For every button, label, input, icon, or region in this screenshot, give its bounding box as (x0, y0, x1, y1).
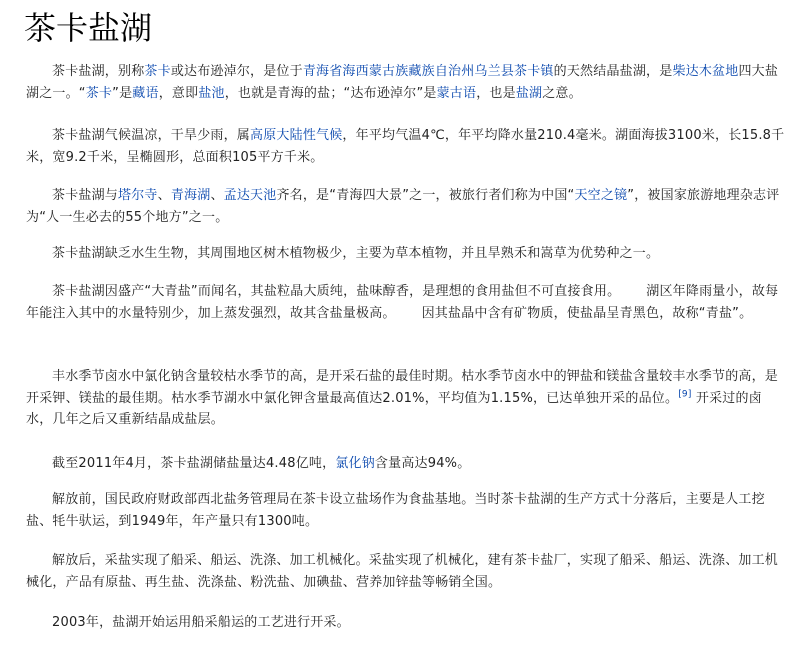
paragraph-7: 截至2011年4月，茶卡盐湖储盐量达4.48亿吨，氯化钠含量高达94%。 (52, 456, 471, 471)
paragraph-9: 解放后，采盐实现了船采、船运、洗涤、加工机械化。采盐实现了机械化，建有茶卡盐厂，实现了船采、船运、洗涤、加工机械化，产品有原盐、再生盐、洗涤盐、粉洗盐、加碘盐、营养加锌盐等畅销全国。 (26, 553, 779, 590)
link-qaidam-basin[interactable]: 柴达木盆地 (672, 64, 739, 79)
link-mengda[interactable]: 孟达天池 (223, 188, 277, 203)
paragraph-2: 茶卡盐湖气候温凉，干旱少雨，属高原大陆性气候，年平均气温4℃，年平均降水量210.4毫米。湖面海拔3100米，长15.8千米，宽9.2千米，呈椭圆形，总面积105平方千米。 (26, 128, 785, 165)
link-sky-mirror[interactable]: 天空之镜 (574, 188, 628, 203)
paragraph-5: 茶卡盐湖因盛产“大青盐”而闻名，其盐粒晶大质纯，盐味醇香，是理想的食用盐但不可直接食用。 湖区年降雨量小，故每年能注入其中的水量特别少，加上蒸发强烈，故其含盐量极高。 因其盐晶中含有矿物质，使盐晶呈青黑色，故称“青盐”。 (26, 284, 779, 321)
link-salt-pond[interactable]: 盐池 (198, 85, 225, 101)
link-tibetan[interactable]: 藏语 (132, 85, 159, 101)
paragraph-1: 茶卡盐湖，别称茶卡或达布逊淖尔，是位于青海省海西蒙古族藏族自治州乌兰县茶卡镇的天然结晶盐湖，是柴达木盆地四大盐湖之一。“茶卡”是藏语，意即盐池，也就是青海的盐；“达布逊淖尔”是蒙古语，也是盐湖之意。 (26, 64, 779, 101)
page-title: 茶卡盐湖 (24, 9, 153, 47)
link-plateau-climate[interactable]: 高原大陆性气候 (250, 128, 343, 143)
paragraph-4: 茶卡盐湖缺乏水生生物，其周围地区树木植物极少，主要为草本植物，并且旱熟禾和嵩草为优势种之一。 (52, 246, 660, 261)
paragraph-3: 茶卡盐湖与塔尔寺、青海湖、孟达天池齐名，是“青海四大景”之一，被旅行者们称为中国“天空之镜”，被国家旅游地理杂志评为“人一生必去的55个地方”之一。 (26, 188, 780, 225)
paragraph-8: 解放前，国民政府财政部西北盐务管理局在茶卡设立盐场作为食盐基地。当时茶卡盐湖的生产方式十分落后，主要是人工挖盐、牦牛驮运，到1949年，年产量只有1300吨。 (26, 492, 765, 529)
link-qinghai-lake[interactable]: 青海湖 (170, 188, 211, 203)
paragraph-10: 2003年，盐湖开始运用船采船运的工艺进行开采。 (52, 615, 350, 630)
link-chaka-term[interactable]: 茶卡 (85, 85, 113, 101)
link-chaka[interactable]: 茶卡 (144, 64, 171, 79)
citation-9[interactable]: [9] (678, 389, 692, 400)
paragraph-6: 丰水季节卤水中氯化钠含量较枯水季节的高，是开采石盐的最佳时期。枯水季节卤水中的钾盐和镁盐含量较丰水季节的高，是开采钾、镁盐的最佳期。枯水季节湖水中氯化钾含量最高值达2.01%，平均值为1.15%，已达单独开采的品位。[9] 开采过的卤水，几年之后又重新结晶成盐层。 (26, 369, 779, 427)
link-salt-lake[interactable]: 盐湖 (515, 85, 543, 101)
link-kumbum[interactable]: 塔尔寺 (118, 188, 158, 203)
link-wulan-chaka[interactable]: 青海省海西蒙古族藏族自治州乌兰县茶卡镇 (302, 64, 554, 79)
link-mongolian[interactable]: 蒙古语 (436, 85, 477, 101)
link-sodium-chloride[interactable]: 氯化钠 (335, 456, 375, 471)
